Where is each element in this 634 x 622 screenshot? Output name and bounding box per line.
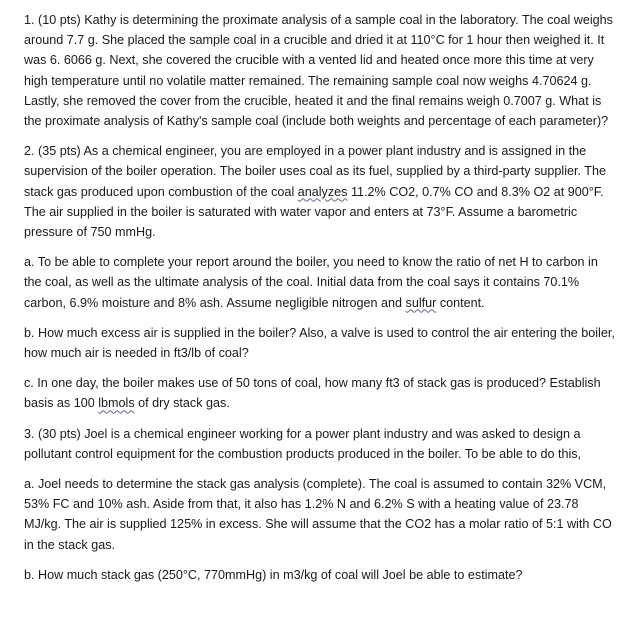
question-3b: [24, 565, 618, 585]
question-2b: [24, 323, 618, 363]
question-2a: [24, 252, 618, 313]
question-2c-text-end: of dry stack gas.: [134, 396, 230, 411]
question-3-text: 3. (30 pts) Joel is a chemical engineer working for a power plant industry and was asked to design a pollutant control equipment for the combustion products produced in the boiler. To be able to do this,: [24, 426, 582, 461]
question-3a: [24, 474, 618, 555]
question-2: [24, 141, 618, 242]
question-3: [24, 424, 618, 464]
question-1: [24, 10, 618, 131]
spellcheck-word-lbmols: lbmols: [98, 396, 135, 411]
question-2c: [24, 373, 618, 413]
question-2-text-end: 11.2% CO2, 0.7% CO and 8.3% O2 at 900°F. The air supplied in the boiler is saturated with water vapor and enters at 73°F. Assume a barometric pressure of 750 mmHg.: [24, 184, 604, 240]
question-2-text-start: 2. (35 pts) As a chemical engineer, you are employed in a power plant industry and is assigned in the supervision of the boiler operation. The boiler uses coal as its fuel, supplied by a third-party supplier. The stack gas produced upon combustion of the coal: [24, 144, 606, 199]
question-1-text: 1. (10 pts) Kathy is determining the proximate analysis of a sample coal in the laboratory. The coal weighs around 7.7 g. She placed the sample coal in a crucible and dried it at 110°C for 1 hour then weighed it. It was 6. 6066 g. Next, she covered the crucible with a vented lid and heated once more this time at very high temperature until no volatile matter remained. The remaining sample coal now weighs 4.70624 g. Lastly, she removed the cover from the crucible, heated it and the final remains weigh 0.7007 g. What is the proximate analysis of Kathy's sample coal (include both weights and percentage of each parameter)?: [24, 13, 613, 129]
spellcheck-word-analyzes: analyzes: [297, 184, 348, 199]
question-2a-text-start: a. To be able to complete your report around the boiler, you need to know the ratio of net H to carbon in the coal, as well as the ultimate analysis of the coal. Initial data from the coal says it contains 70.1% carbon, 6.9% moisture and 8% ash. Assume negligible nitrogen and: [24, 255, 598, 310]
question-3b-text: b. How much stack gas (250°C, 770mmHg) in m3/kg of coal will Joel be able to estimate?: [24, 567, 523, 582]
document-body: [24, 10, 618, 595]
question-2b-text: b. How much excess air is supplied in the boiler? Also, a valve is used to control the air entering the boiler, how much air is needed in ft3/lb of coal?: [24, 325, 615, 361]
question-2a-text-end: content.: [436, 295, 485, 310]
question-3a-text: a. Joel needs to determine the stack gas analysis (complete). The coal is assumed to contain 32% VCM, 53% FC and 10% ash. Aside from that, it also has 1.2% N and 6.2% S with a heating value of 23.78 MJ/kg. The air is supplied 125% in excess. She will assume that the CO2 has a molar ratio of 5:1 with CO in the stack gas.: [24, 477, 612, 552]
spellcheck-word-sulfur: sulfur: [405, 295, 437, 310]
question-2c-text-start: c. In one day, the boiler makes use of 50 tons of coal, how many ft3 of stack gas is produced? Establish basis as 100: [24, 376, 601, 411]
